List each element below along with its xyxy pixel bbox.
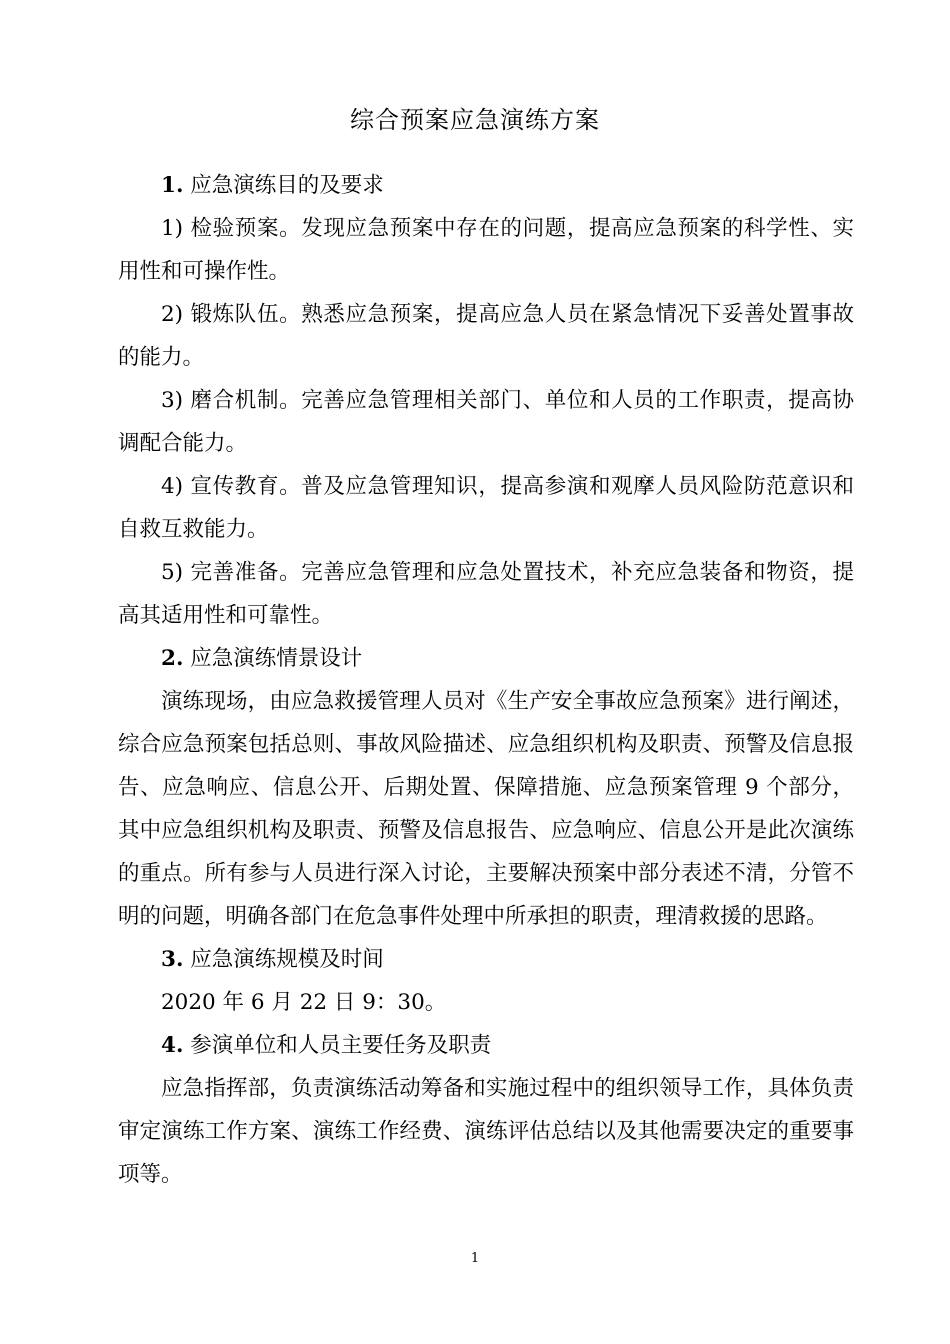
paragraph: 应急指挥部，负责演练活动筹备和实施过程中的组织领导工作，具体负责审定演练工作方案、演练工作经费、演练评估总结以及其他需要决定的重要事项等。 — [118, 1076, 854, 1187]
section-heading-1 — [118, 164, 854, 207]
paragraph: 1) 检验预案。发现应急预案中存在的问题，提高应急预案的科学性、实用性和可操作性。 — [118, 216, 854, 284]
document-title: 综合预案应急演练方案 — [350, 106, 600, 134]
section-number: 2. — [161, 646, 184, 671]
document-body — [118, 164, 854, 1196]
section-heading-3 — [118, 938, 854, 981]
page-number: 1 — [470, 1251, 480, 1266]
paragraph: 5) 完善准备。完善应急管理和应急处置技术，补充应急装备和物资，提高其适用性和可靠性。 — [118, 560, 854, 628]
section-heading-4 — [118, 1024, 854, 1067]
paragraph: 演练现场，由应急救援管理人员对《生产安全事故应急预案》进行阐述，综合应急预案包括总则、事故风险描述、应急组织机构及职责、预警及信息报告、应急响应、信息公开、后期处置、保障措施、应急预案管理 9 个部分，其中应急组织机构及职责、预警及信息报告、应急响应、信息公开是此次演练的重点。所有参与人员进行深入讨论，主要解决预案中部分表述不清，分管不明的问题，明确各部门在危急事件处理中所承担的职责，理清救援的思路。 — [118, 689, 854, 929]
section-heading-2 — [118, 637, 854, 680]
paragraph: 3) 磨合机制。完善应急管理相关部门、单位和人员的工作职责，提高协调配合能力。 — [118, 388, 854, 456]
paragraph: 2) 锻炼队伍。熟悉应急预案，提高应急人员在紧急情况下妥善处置事故的能力。 — [118, 302, 854, 370]
paragraph: 4) 宣传教育。普及应急管理知识，提高参演和观摩人员风险防范意识和自救互救能力。 — [118, 474, 854, 542]
section-title: 应急演练规模及时间 — [190, 947, 384, 972]
paragraph: 2020 年 6 月 22 日 9：30。 — [161, 990, 447, 1015]
section-title: 应急演练情景设计 — [190, 646, 363, 671]
section-number: 4. — [161, 1033, 184, 1058]
section-number: 3. — [161, 947, 184, 972]
section-title: 参演单位和人员主要任务及职责 — [190, 1033, 492, 1058]
section-title: 应急演练目的及要求 — [190, 173, 384, 198]
section-number: 1. — [161, 173, 184, 198]
